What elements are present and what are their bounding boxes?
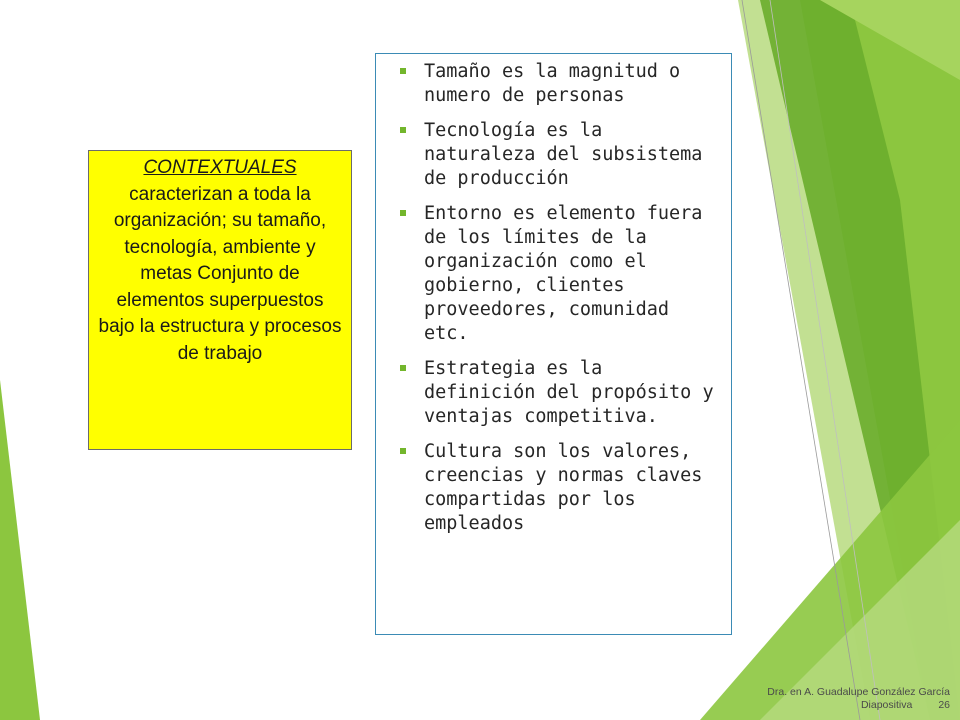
square-bullet-icon — [400, 365, 406, 371]
square-bullet-icon — [400, 127, 406, 133]
footer-author: Dra. en A. Guadalupe González García — [767, 686, 950, 698]
contextuales-body: caracterizan a toda la organización; su tamaño, tecnología, ambiente y metas Conjunto de elementos superpuestos bajo la estructura y procesos de trabajo — [98, 183, 342, 364]
bullet-item-tecnologia — [390, 119, 723, 191]
square-bullet-icon — [400, 448, 406, 454]
footer-slide-label: Diapositiva — [860, 699, 913, 711]
bullet-item-estrategia — [390, 357, 723, 429]
bullet-item-entorno — [390, 202, 723, 346]
bullet-item-tamano — [390, 60, 723, 108]
square-bullet-icon — [400, 68, 406, 74]
footer-slide-number: 26 — [938, 699, 950, 711]
square-bullet-icon — [400, 210, 406, 216]
left-green-triangle — [0, 380, 40, 720]
contextuales-box — [88, 150, 352, 450]
bullet-text: Entorno es elemento fuera de los límites de la organización como el gobierno, clientes proveedores, comunidad etc. — [424, 203, 703, 344]
bullet-list-box — [375, 53, 732, 635]
contextuales-heading: CONTEXTUALES — [143, 157, 297, 178]
bullet-text: Cultura son los valores, creencias y normas claves compartidas por los empleados — [424, 441, 703, 534]
bullet-text: Tamaño es la magnitud o numero de personas — [424, 61, 681, 106]
bullet-item-cultura — [390, 440, 723, 536]
slide-footer — [690, 686, 950, 712]
bullet-text: Tecnología es la naturaleza del subsistema de producción — [424, 120, 703, 189]
bullet-text: Estrategia es la definición del propósito y ventajas competitiva. — [424, 358, 714, 427]
